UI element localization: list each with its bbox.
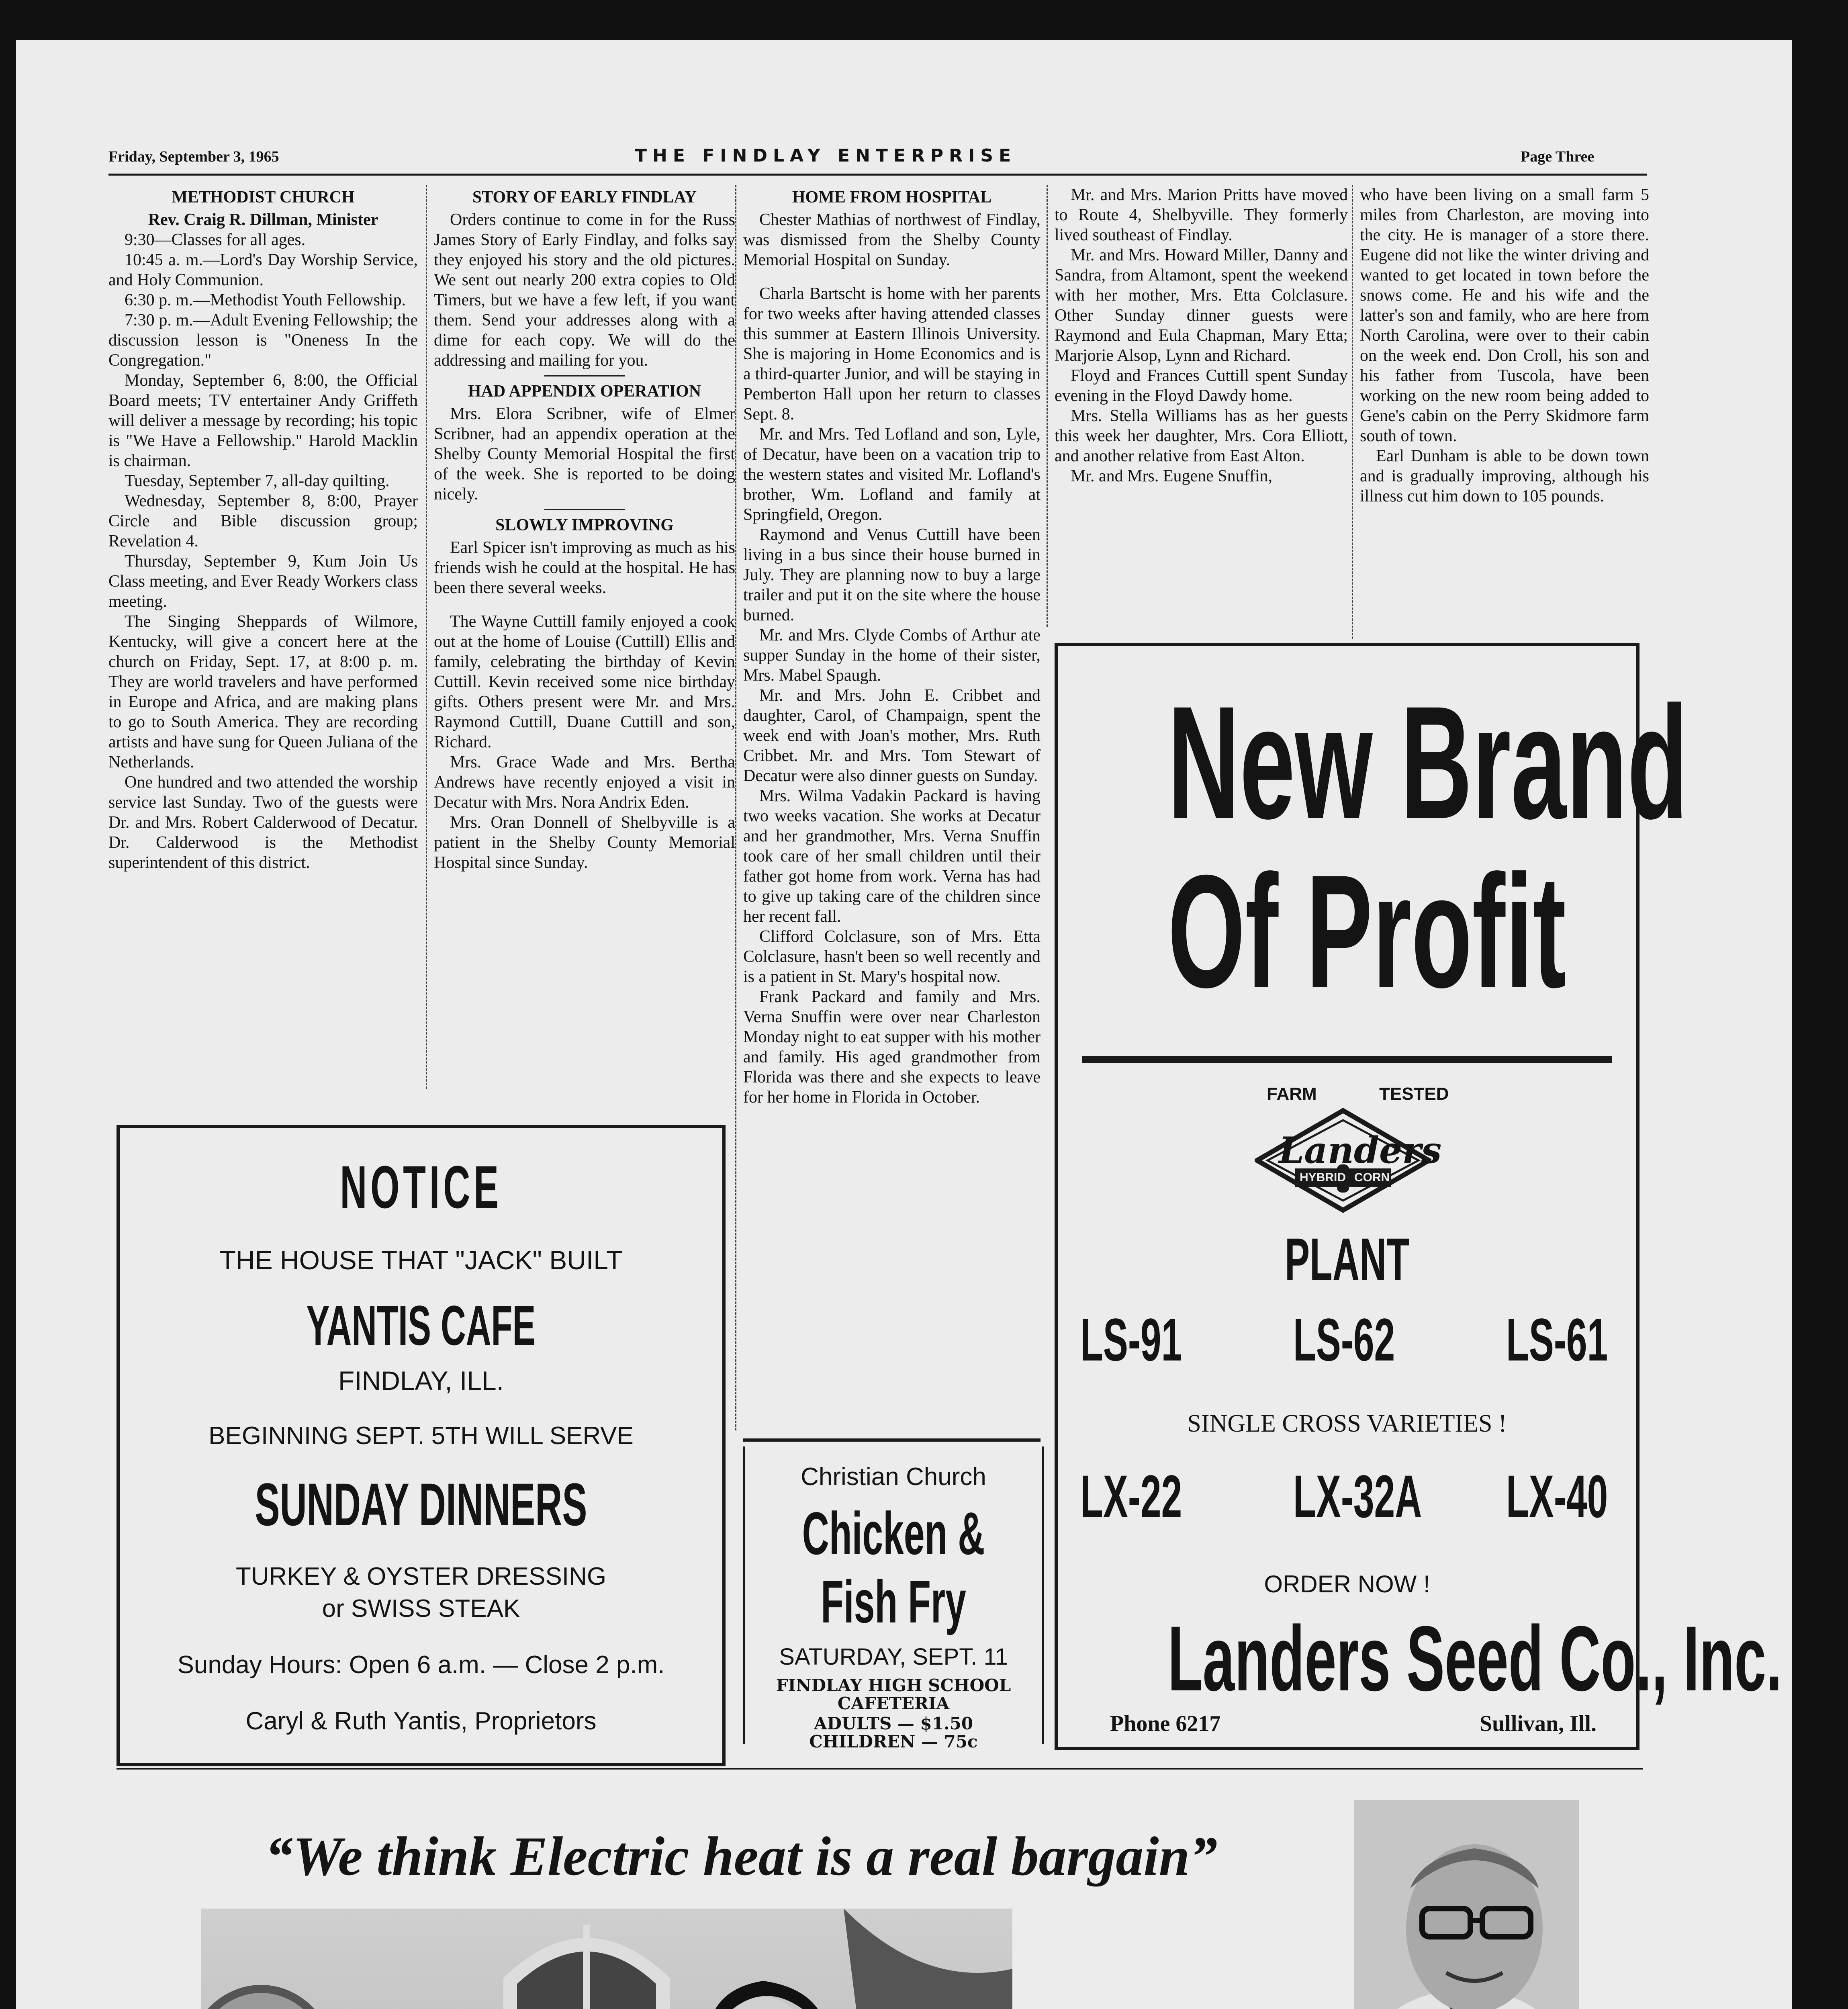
header-rule bbox=[108, 174, 1647, 176]
snuffin-para: who have been living on a small farm 5 miles from Charleston, are moving into the city. He is manager of a store there. Eugene did not like the winter driving and wanted to get located in town before the snows come. He and his wife and the latter's son and family, who are here from North Carolina, were over to their cabin on the week end. Don Croll, his son and his father from Tuscola, have been working on the new room being added to Gene's cabin on the Perry Skidmore farm south of town. bbox=[1360, 186, 1649, 445]
methodist-para: 10:45 a. m.—Lord's Day Worship Service, and Holy Communion. bbox=[108, 251, 418, 289]
church-date: SATURDAY, SEPT. 11 bbox=[779, 1644, 1008, 1670]
visitors-para: Mr. and Mrs. Eugene Snuffin, bbox=[1071, 467, 1273, 485]
landers-seed-ad bbox=[1055, 643, 1783, 1750]
variety-lx-22: LX-22 bbox=[1080, 1463, 1182, 1530]
landers-headline-2: Of Profit bbox=[1167, 841, 1566, 1021]
notice-title: NOTICE bbox=[340, 1153, 502, 1221]
electric-headline: “We think Electric heat is a real bargain” bbox=[265, 1825, 1218, 1887]
section-divider bbox=[117, 1768, 1643, 1770]
column-hospital bbox=[743, 185, 1041, 1438]
notice-cafe: YANTIS CAFE bbox=[306, 1294, 536, 1357]
methodist-para: 6:30 p. m.—Methodist Youth Fellowship. bbox=[125, 291, 406, 309]
news-para: Mrs. Oran Donnell of Shelbyville is a patient in the Shelby County Memorial Hospital since Sunday. bbox=[434, 813, 735, 872]
hospital-para: Clifford Colclasure, son of Mrs. Etta Colclasure, hasn't been so well recently and is a patient in St. Mary's hospital now. bbox=[743, 927, 1041, 986]
church-place1: FINDLAY HIGH SCHOOL bbox=[776, 1676, 1011, 1695]
story-rule bbox=[544, 375, 625, 376]
hospital-heading: HOME FROM HOSPITAL bbox=[792, 188, 992, 207]
hospital-para: Mr. and Mrs. Ted Lofland and son, Lyle, of Decatur, have been on a vacation trip to the western states and visited Mr. Lofland's brother, Wm. Lofland and family at Springfield, Oregon. bbox=[743, 425, 1041, 524]
story-heading: STORY OF EARLY FINDLAY bbox=[472, 188, 697, 207]
methodist-para: Wednesday, September 8, 8:00, Prayer Circle and Bible discussion group; Revelation 4. bbox=[108, 492, 418, 550]
notice-owners: Caryl & Ruth Yantis, Proprietors bbox=[245, 1707, 597, 1735]
methodist-para: Tuesday, September 7, all-day quilting. bbox=[125, 472, 390, 490]
notice-menu1: TURKEY & OYSTER DRESSING bbox=[235, 1563, 607, 1590]
notice-dinners: SUNDAY DINNERS bbox=[255, 1471, 587, 1538]
news-para: Mrs. Grace Wade and Mrs. Bertha Andrews have recently enjoyed a visit in Decatur with Mrs. Nora Andrix Eden. bbox=[434, 753, 735, 812]
notice-line1: THE HOUSE THAT "JACK" BUILT bbox=[219, 1245, 623, 1275]
landers-farm-label: FARM bbox=[1267, 1084, 1317, 1104]
visitors-para: Mr. and Mrs. Marion Pritts have moved to Route 4, Shelbyville. They formerly lived southeast of Findlay. bbox=[1055, 186, 1348, 244]
column-visitors bbox=[1055, 185, 1348, 639]
visitors-para: Mrs. Stella Williams has as her guests this week her daughter, Mrs. Cora Elliott, and another relative from East Alton. bbox=[1055, 407, 1348, 465]
news-para: The Wayne Cuttill family enjoyed a cook out at the home of Louise (Cuttill) Ellis and family, celebrating the birthday of Kevin Cuttill. Kevin received some nice birthday gifts. Others present were Mr. and Mrs. Raymond Cuttill, Duane Cuttill and son, Richard. bbox=[434, 612, 735, 751]
notice-hours: Sunday Hours: Open 6 a.m. — Close 2 p.m. bbox=[177, 1651, 665, 1679]
column-divider bbox=[426, 185, 427, 1089]
methodist-minister: Rev. Craig R. Dillman, Minister bbox=[148, 211, 378, 229]
landers-logo bbox=[1255, 1108, 1442, 1213]
column-methodist bbox=[108, 185, 418, 1109]
visitors-para: Floyd and Frances Cuttill spent Sunday evening in the Floyd Dawdy home. bbox=[1055, 366, 1348, 405]
issue-date: Friday, September 3, 1965 bbox=[108, 148, 279, 165]
column-divider bbox=[735, 185, 736, 1430]
masthead-title: THE FINDLAY ENTERPRISE bbox=[635, 145, 1017, 166]
yantis-cafe-notice bbox=[117, 1125, 726, 1766]
hospital-para: Frank Packard and family and Mrs. Verna Snuffin were over near Charleston Monday night to eat supper with his mother and family. His aged grandmother from Florida was there and she expects to leave for her home in Florida in October. bbox=[743, 988, 1041, 1107]
landers-company: Landers Seed Co., Inc. bbox=[1167, 1607, 1783, 1710]
improving-heading: SLOWLY IMPROVING bbox=[495, 516, 674, 534]
appendix-para: Mrs. Elora Scribner, wife of Elmer Scribner, had an appendix operation at the Shelby County Memorial Hospital the first of the week. She is reported to be doing nicely. bbox=[434, 405, 735, 503]
landers-order-now: ORDER NOW ! bbox=[1264, 1571, 1430, 1598]
column-local-news bbox=[434, 185, 735, 1109]
variety-ls-61: LS-61 bbox=[1506, 1306, 1608, 1373]
page-number: Page Three bbox=[1521, 148, 1595, 165]
portrait-image bbox=[1354, 1800, 1579, 2009]
landers-hybrid-label: HYBRID bbox=[1300, 1171, 1346, 1184]
variety-lx-32a: LX-32A bbox=[1293, 1463, 1422, 1530]
landers-rule bbox=[1082, 1056, 1612, 1063]
notice-menu2: or SWISS STEAK bbox=[322, 1595, 520, 1622]
church-line1: Chicken & bbox=[802, 1500, 985, 1567]
family-photo-image bbox=[201, 1909, 1012, 2009]
column-divider bbox=[1352, 185, 1353, 639]
landers-phone: Phone 6217 bbox=[1110, 1711, 1221, 1736]
column-divider bbox=[1047, 185, 1048, 627]
story-rule bbox=[544, 509, 625, 510]
landers-logo-text: Landers bbox=[1279, 1129, 1442, 1172]
methodist-para: 7:30 p. m.—Adult Evening Fellowship; the discussion lesson is "Oneness In the Congregation." bbox=[108, 311, 418, 370]
church-org: Christian Church bbox=[801, 1463, 986, 1491]
landers-single-cross: SINGLE CROSS VARIETIES ! bbox=[1187, 1410, 1507, 1437]
methodist-para: The Singing Sheppards of Wilmore, Kentucky, will give a concert here at the church on Friday, Sept. 17, at 8:00 p. m. They are world travelers and have performed in Europe and Africa, and are making plans to go to South America. They are recording artists and have sung for Queen Juliana of the Netherlands. bbox=[108, 612, 418, 771]
appendix-heading: HAD APPENDIX OPERATION bbox=[468, 382, 701, 401]
hospital-para: Chester Mathias of northwest of Findlay, was dismissed from the Shelby County Memorial Hospital on Sunday. bbox=[743, 211, 1041, 269]
variety-ls-91: LS-91 bbox=[1080, 1306, 1182, 1373]
methodist-para: 9:30—Classes for all ages. bbox=[125, 231, 306, 249]
church-place2: CAFETERIA bbox=[837, 1694, 950, 1713]
story-para: Orders continue to come in for the Russ James Story of Early Findlay, and folks say they enjoyed his story and the old pictures. We sent out nearly 200 extra copies to Old Timers, but we have a few left, if you want them. Send your addresses along with a dime for each copy. We will do the addressing and mailing for you. bbox=[434, 211, 735, 370]
landers-city: Sullivan, Ill. bbox=[1480, 1711, 1597, 1736]
methodist-para: Thursday, September 9, Kum Join Us Class meeting, and Ever Ready Workers class meeting. bbox=[108, 552, 418, 611]
evan-hunter-portrait bbox=[1354, 1800, 1579, 2009]
hospital-para: Mrs. Wilma Vadakin Packard is having two weeks vacation. She works at Decatur and her grandmother, Mrs. Verna Snuffin took care of her small children until their father got home from work. Verna has had to give up taking care of the children since her recent fall. bbox=[743, 787, 1041, 926]
visitors-para: Mr. and Mrs. Howard Miller, Danny and Sandra, from Altamont, spent the weekend with her mother, Mrs. Etta Colclasure. Other Sunday dinner guests were Raymond and Eula Chapman, Mary Etta; Marjorie Alsop, Lynn and Richard. bbox=[1055, 246, 1348, 365]
variety-lx-40: LX-40 bbox=[1506, 1463, 1608, 1530]
snuffin-para: Earl Dunham is able to be down town and is gradually improving, although his illness cut him down to 105 pounds. bbox=[1360, 447, 1649, 505]
hospital-para: Mr. and Mrs. Clyde Combs of Arthur ate supper Sunday in the home of their sister, Mrs. Mabel Spaugh. bbox=[743, 626, 1041, 685]
hospital-para: Mr. and Mrs. John E. Cribbet and daughter, Carol, of Champaign, spent the week end with Joan's mother, Mrs. Ruth Cribbet. Mr. and Mrs. Tom Stewart of Decatur were also dinner guests on Sunday. bbox=[743, 686, 1041, 785]
church-adults-price: ADULTS — $1.50 bbox=[814, 1714, 973, 1733]
landers-tested-label: TESTED bbox=[1379, 1084, 1449, 1104]
christian-church-ad bbox=[743, 1446, 1044, 1751]
landers-corn-label: CORN bbox=[1354, 1171, 1390, 1184]
hospital-para: Charla Bartscht is home with her parents for two weeks after having attended classes this summer at Eastern Illinois University. She is majoring in Home Economics and is a third-quarter Junior, and will be staying in Pemberton Hall upon her return to classes Sept. 8. bbox=[743, 284, 1041, 423]
methodist-para: Monday, September 6, 8:00, the Official Board meets; TV entertainer Andy Griffeth will deliver a message by recording; his topic is "We Have a Fellowship." Harold Macklin is chairman. bbox=[108, 371, 418, 470]
methodist-para: One hundred and two attended the worship service last Sunday. Two of the guests were Dr. and Mrs. Robert Calderwood of Decatur. Dr. Calderwood is the Methodist superintendent of this district. bbox=[108, 773, 418, 872]
variety-ls-62: LS-62 bbox=[1293, 1306, 1395, 1373]
church-children-price: CHILDREN — 75c bbox=[809, 1732, 978, 1751]
notice-town: FINDLAY, ILL. bbox=[338, 1366, 504, 1395]
hunter-family-photo bbox=[201, 1909, 1012, 2009]
landers-headline-1: New Brand bbox=[1167, 673, 1688, 852]
notice-line2: BEGINNING SEPT. 5TH WILL SERVE bbox=[209, 1422, 634, 1450]
landers-plant: PLANT bbox=[1285, 1225, 1409, 1293]
newspaper-page bbox=[16, 40, 1792, 2009]
hospital-para: Raymond and Venus Cuttill have been living in a bus since their house burned in July. They are planning now to buy a large trailer and put it on the site where the house burned. bbox=[743, 526, 1041, 624]
improving-para: Earl Spicer isn't improving as much as his friends wish he could at the hospital. He has been there several weeks. bbox=[434, 538, 735, 597]
church-line2: Fish Fry bbox=[821, 1568, 966, 1635]
column-snuffin bbox=[1360, 185, 1649, 639]
methodist-heading: METHODIST CHURCH bbox=[172, 188, 355, 207]
church-ad-top-rule bbox=[743, 1438, 1041, 1442]
